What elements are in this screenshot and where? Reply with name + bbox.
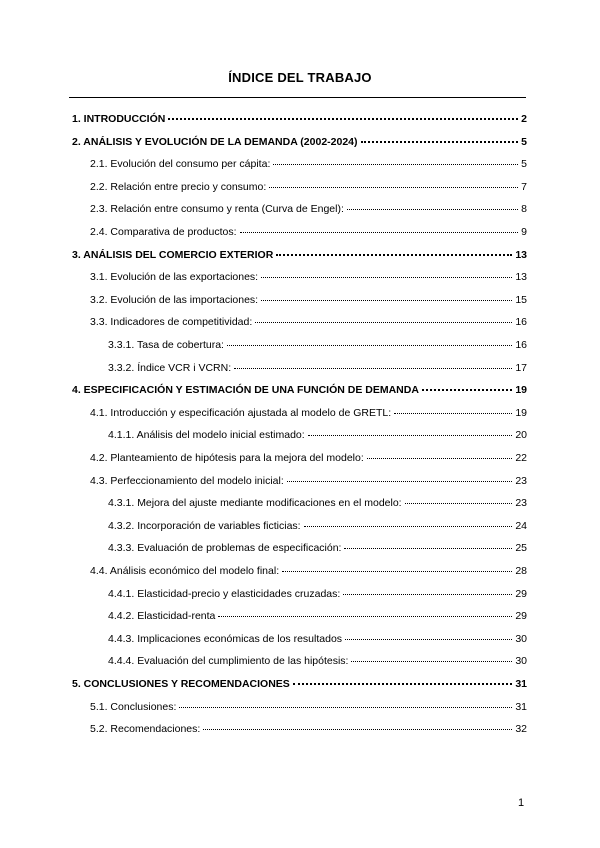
- toc-leader-dots: [234, 357, 512, 371]
- toc-entry[interactable]: [108, 605, 527, 623]
- toc-entry-page: 19: [515, 406, 527, 419]
- toc-entry-label: 4.4.2. Elasticidad-renta: [108, 610, 216, 623]
- toc-entry-label: 4.3.3. Evaluación de problemas de especificación:: [108, 542, 342, 555]
- toc-entry[interactable]: [108, 357, 527, 374]
- title-rule: [69, 97, 526, 98]
- toc-entry-label: 5. CONCLUSIONES Y RECOMENDACIONES: [72, 678, 290, 690]
- toc-entry[interactable]: [90, 153, 527, 171]
- toc-entry[interactable]: [90, 289, 527, 306]
- toc-leader-dots: [343, 583, 512, 597]
- toc-entry[interactable]: [72, 108, 527, 125]
- toc-leader-dots: [405, 492, 513, 506]
- toc-entry-page: 15: [515, 293, 527, 306]
- toc-entry-page: 5: [521, 158, 527, 171]
- toc-entry-label: 4.4.1. Elasticidad-precio y elasticidades cruzadas:: [108, 587, 341, 600]
- toc-entry-page: 13: [515, 271, 527, 284]
- toc-entry-label: 4. ESPECIFICACIÓN Y ESTIMACIÓN DE UNA FUNCIÓN DE DEMANDA: [72, 384, 419, 397]
- toc-entry-label: 1. INTRODUCCIÓN: [72, 113, 166, 125]
- toc-leader-dots: [261, 266, 512, 280]
- toc-entry-label: 4.4. Análisis económico del modelo final:: [90, 565, 280, 577]
- toc-entry[interactable]: [108, 537, 527, 555]
- toc-entry[interactable]: [72, 131, 527, 148]
- toc-entry[interactable]: [90, 198, 527, 216]
- toc-entry-label: 4.1.1. Análisis del modelo inicial estimado:: [108, 429, 305, 442]
- toc-entry-page: 19: [515, 384, 527, 397]
- toc-leader-dots: [308, 424, 513, 438]
- toc-entry-page: 16: [515, 339, 527, 351]
- toc-entry[interactable]: [90, 266, 527, 284]
- toc-entry-page: 22: [515, 452, 527, 464]
- toc-leader-dots: [269, 176, 518, 190]
- toc-entry-label: 4.3. Perfeccionamiento del modelo inicial:: [90, 474, 284, 487]
- toc-entry-page: 31: [515, 700, 527, 713]
- toc-entry-label: 3.1. Evolución de las exportaciones:: [90, 271, 259, 284]
- toc-entry-page: 5: [521, 135, 527, 148]
- toc-leader-dots: [240, 221, 519, 235]
- toc-entry-page: 7: [521, 180, 527, 193]
- toc-entry[interactable]: [108, 583, 527, 600]
- toc-entry-label: 4.2. Planteamiento de hipótesis para la mejora del modelo:: [90, 452, 364, 464]
- toc-entry[interactable]: [90, 447, 527, 464]
- toc-leader-dots: [367, 447, 513, 461]
- toc-leader-dots: [203, 718, 512, 732]
- toc-leader-dots: [179, 696, 512, 710]
- toc-entry-label: 3.3.2. Índice VCR i VCRN:: [108, 361, 232, 374]
- toc-leader-dots: [351, 650, 512, 664]
- toc-entry-page: 31: [515, 678, 527, 690]
- toc-entry-page: 28: [515, 565, 527, 577]
- toc-entry-label: 4.3.1. Mejora del ajuste mediante modificaciones en el modelo:: [108, 497, 402, 510]
- toc-leader-dots: [394, 402, 512, 416]
- toc-entry-page: 30: [515, 632, 527, 645]
- toc-entry-label: 2.3. Relación entre consumo y renta (Curva de Engel):: [90, 203, 344, 216]
- toc-entry-label: 2.1. Evolución del consumo per cápita:: [90, 158, 271, 171]
- toc-entry-label: 2.4. Comparativa de productos:: [90, 226, 237, 238]
- toc-entry[interactable]: [90, 560, 527, 577]
- toc-entry[interactable]: [72, 379, 527, 397]
- toc-entry-label: 4.1. Introducción y especificación ajustada al modelo de GRETL:: [90, 406, 392, 419]
- toc-entry-label: 5.2. Recomendaciones:: [90, 723, 201, 736]
- toc-leader-dots: [261, 289, 512, 303]
- toc-leader-dots: [273, 153, 518, 167]
- toc-entry-page: 13: [515, 248, 527, 261]
- toc-entry-label: 2.2. Relación entre precio y consumo:: [90, 180, 267, 193]
- toc-entry-page: 17: [515, 361, 527, 374]
- toc-entry-page: 23: [515, 474, 527, 487]
- toc-entry-label: 3. ANÁLISIS DEL COMERCIO EXTERIOR: [72, 248, 274, 261]
- toc-entry-page: 16: [515, 316, 527, 329]
- document-title: ÍNDICE DEL TRABAJO: [228, 70, 372, 85]
- toc-leader-dots: [282, 560, 512, 574]
- toc-entry-page: 2: [521, 113, 527, 125]
- toc-leader-dots: [168, 108, 518, 122]
- toc-entry[interactable]: [90, 221, 527, 238]
- toc-leader-dots: [293, 673, 512, 687]
- toc-entry-page: 20: [515, 429, 527, 442]
- toc-entry[interactable]: [108, 424, 527, 442]
- toc-entry[interactable]: [108, 650, 527, 668]
- toc-entry-page: 8: [521, 203, 527, 216]
- toc-entry[interactable]: [90, 696, 527, 713]
- toc-entry-page: 29: [515, 610, 527, 623]
- toc-entry[interactable]: [72, 244, 527, 261]
- toc-leader-dots: [304, 515, 513, 529]
- page-number: 1: [518, 797, 525, 809]
- toc-entry[interactable]: [90, 176, 527, 193]
- toc-entry[interactable]: [108, 334, 527, 351]
- toc-entry[interactable]: [90, 718, 527, 736]
- toc-leader-dots: [344, 537, 512, 551]
- toc-entry[interactable]: [90, 470, 527, 487]
- toc-entry[interactable]: [72, 673, 527, 690]
- toc-leader-dots: [347, 198, 518, 212]
- toc-entry[interactable]: [108, 515, 527, 532]
- toc-entry-page: 25: [515, 542, 527, 555]
- toc-leader-dots: [422, 379, 512, 393]
- toc-entry-label: 2. ANÁLISIS Y EVOLUCIÓN DE LA DEMANDA (2002-2024): [72, 135, 358, 148]
- toc-entry-page: 32: [515, 723, 527, 736]
- toc-leader-dots: [345, 628, 512, 642]
- toc-leader-dots: [255, 311, 512, 325]
- toc-leader-dots: [287, 470, 513, 484]
- toc-entry-page: 30: [515, 655, 527, 668]
- toc-entry-page: 23: [515, 497, 527, 510]
- toc-entry-label: 3.3. Indicadores de competitividad:: [90, 316, 253, 329]
- toc-leader-dots: [361, 131, 519, 145]
- toc-leader-dots: [276, 244, 512, 258]
- toc-entry[interactable]: [90, 311, 527, 329]
- toc-entry-label: 4.3.2. Incorporación de variables ficticias:: [108, 519, 301, 532]
- toc-leader-dots: [218, 605, 512, 619]
- toc-entry-label: 4.4.3. Implicaciones económicas de los resultados: [108, 632, 343, 645]
- toc-entry[interactable]: [108, 492, 527, 510]
- toc-entry-page: 29: [515, 587, 527, 600]
- toc-entry[interactable]: [108, 628, 527, 645]
- toc-entry-label: 3.2. Evolución de las importaciones:: [90, 293, 259, 306]
- toc-entry-page: 9: [521, 226, 527, 238]
- toc-entry-label: 4.4.4. Evaluación del cumplimiento de las hipótesis:: [108, 655, 349, 668]
- toc-entry-label: 5.1. Conclusiones:: [90, 700, 177, 713]
- toc-entry-page: 24: [515, 519, 527, 532]
- toc-entry-label: 3.3.1. Tasa de cobertura:: [108, 339, 224, 351]
- toc-entry[interactable]: [90, 402, 527, 419]
- toc-leader-dots: [227, 334, 512, 348]
